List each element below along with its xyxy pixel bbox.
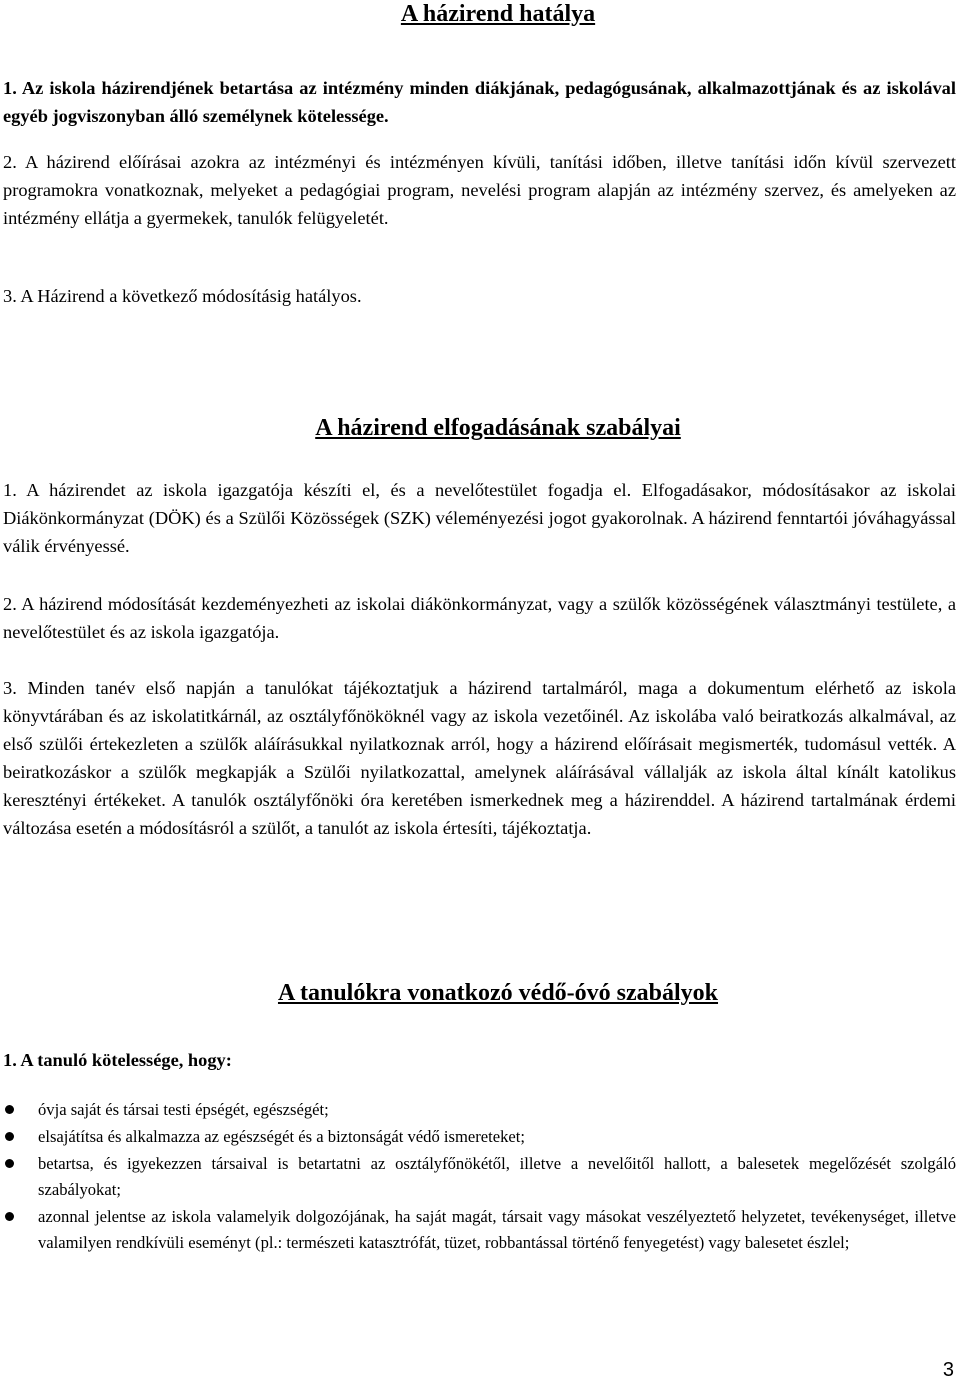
list-item-text: óvja saját és társai testi épségét, egészségét; [38, 1100, 329, 1119]
bullet-icon [5, 1212, 14, 1221]
obligations-list [0, 1097, 960, 1256]
list-item-text: azonnal jelentse az iskola valamelyik dolgozójának, ha saját magát, társait vagy másokat veszélyeztető helyzetet, tevékenységet, illetve valamilyen rendkívüli eseményt (pl.: természeti katasztrófát, tüzet, robbantással történő fenyegetést) vagy balesetet észlel; [38, 1207, 956, 1252]
bullet-icon [5, 1132, 14, 1141]
list-item [0, 1097, 956, 1123]
paragraph-hatalya-3: 3. A Házirend a következő módosításig hatályos. [3, 286, 362, 306]
section-title-hatalya: A házirend hatálya [400, 1, 596, 27]
section-title-elfogadas: A házirend elfogadásának szabályai [315, 415, 681, 441]
bullet-icon [5, 1159, 14, 1168]
paragraph-hatalya-2: 2. A házirend előírásai azokra az intézményi és intézményen kívüli, tanítási időben, illetve tanítási időn kívül szervezett programokra vonatkoznak, melyeket a pedagógiai program, nevelési program alapján az intézmény szervez, és amelyeken az intézmény ellátja a gyermekek, tanulók felügyeletét. [3, 152, 956, 228]
list-item-text: betartsa, és igyekezzen társaival is betartatni az osztályfőnökétől, illetve a nevelőitől hallott, a balesetek megelőzését szolgáló szabályokat; [38, 1154, 956, 1199]
list-item [0, 1204, 956, 1256]
section-title-vedo-ovo: A tanulókra vonatkozó védő-óvó szabályok [277, 980, 719, 1006]
list-item [0, 1124, 956, 1150]
page-number: 3 [942, 1359, 954, 1381]
list-item [0, 1151, 956, 1203]
paragraph-elfogadas-2: 2. A házirend módosítását kezdeményezheti az iskolai diákönkormányzat, vagy a szülők közösségének választmányi testülete, a nevelőtestület és az iskola igazgatója. [3, 594, 956, 642]
paragraph-elfogadas-1: 1. A házirendet az iskola igazgatója készíti el, és a nevelőtestület fogadja el. Elfogadásakor, módosításakor az iskolai Diákönkormányzat (DÖK) és a Szülői Közösségek (SZK) véleményezési jogot gyakorolnak. A házirend fenntartói jóváhagyással válik érvényessé. [3, 480, 956, 556]
paragraph-hatalya-1: 1. Az iskola házirendjének betartása az intézmény minden diákjának, pedagógusának, alkalmazottjának és az iskolával egyéb jogviszonyban álló személynek kötelessége. [3, 78, 956, 126]
paragraph-elfogadas-3: 3. Minden tanév első napján a tanulókat tájékoztatjuk a házirend tartalmáról, maga a dokumentum elérhető az iskola könyvtárában és az iskolatitkárnál, az osztályfőnököknél vagy az iskola vezetőinél. Az iskolába való beiratkozás alkalmával, az első szülői értekezleten a szülők aláírásukkal nyilatkoznak arról, hogy a házirend előírásait megismerték, tudomásul vették. A beiratkozáskor a szülők megkapják a Szülői nyilatkozattal, amelynek aláírásával vállalják az iskola által kínált katolikus keresztényi értékeket. A tanulók osztályfőnöki óra keretében ismerkednek meg a házirenddel. A házirend tartalmának érdemi változása esetén a módosításról a szülőt, a tanulót az iskola értesíti, tájékoztatja. [3, 678, 956, 838]
subheading-tanulo-kotelessege: 1. A tanuló kötelessége, hogy: [3, 1050, 232, 1070]
bullet-icon [5, 1105, 14, 1114]
list-item-text: elsajátítsa és alkalmazza az egészségét és a biztonságát védő ismereteket; [38, 1127, 525, 1146]
